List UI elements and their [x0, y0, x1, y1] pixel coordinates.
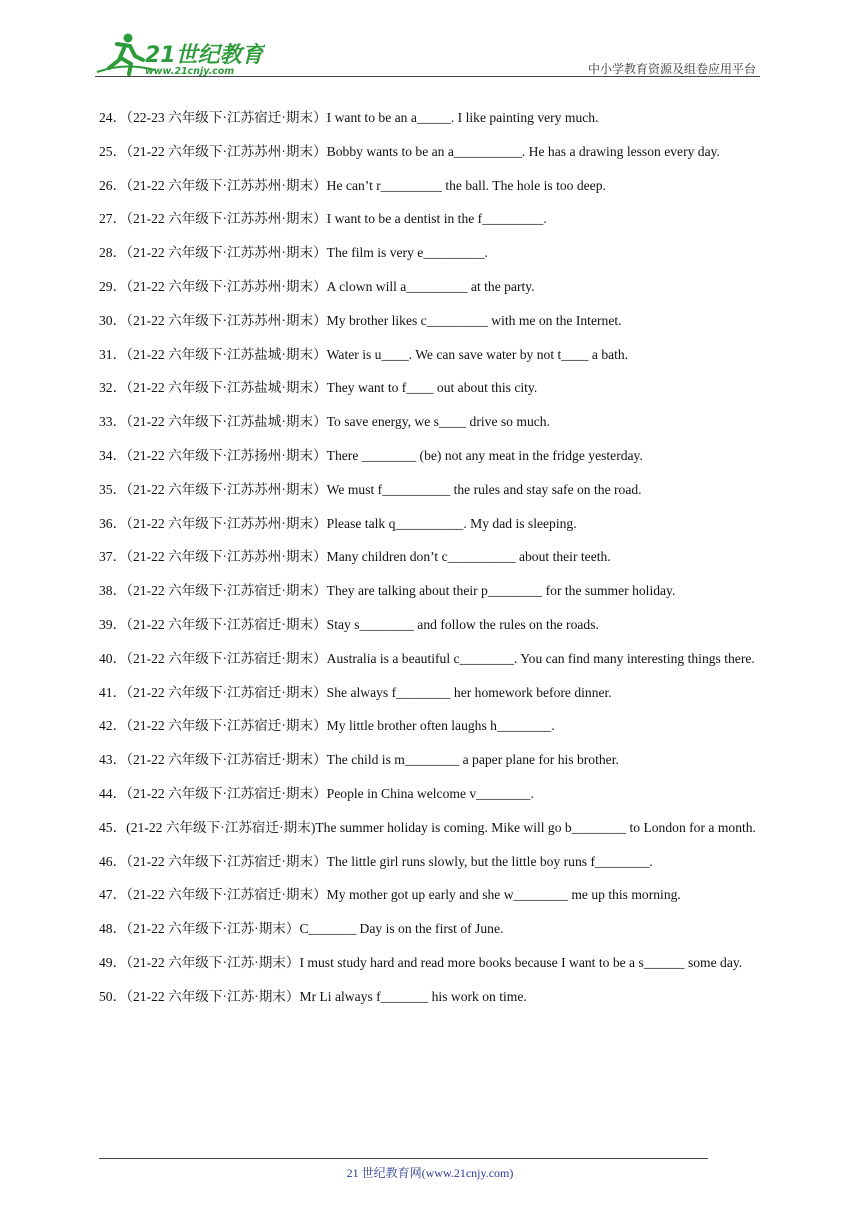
question-item: 48．（21-22 六年级下·江苏·期末）C_______ Day is on the first of June. — [99, 921, 504, 937]
question-item: 49．（21-22 六年级下·江苏·期末）I must study hard and read more books because I want to be a s______ some day. — [99, 954, 743, 970]
header-divider — [95, 76, 760, 77]
question-item: 25．（21-22 六年级下·江苏苏州·期末）Bobby wants to be an a__________. He has a drawing lesson every day. — [99, 143, 720, 159]
question-item: 42．（21-22 六年级下·江苏宿迁·期末）My little brother often laughs h________. — [99, 718, 555, 734]
footer-divider — [99, 1158, 708, 1159]
question-item: 36．（21-22 六年级下·江苏苏州·期末）Please talk q__________. My dad is sleeping. — [99, 515, 577, 531]
question-item: 29．（21-22 六年级下·江苏苏州·期末）A clown will a_________ at the party. — [99, 278, 535, 294]
footer-text: 21 世纪教育网(www.21cnjy.com) — [346, 1166, 514, 1180]
question-item: 45．(21-22 六年级下·江苏宿迁·期末)The summer holiday is coming. Mike will go b________ to London for a month. — [99, 819, 756, 835]
question-list — [99, 101, 761, 1014]
question-item: 38．（21-22 六年级下·江苏宿迁·期末）They are talking about their p________ for the summer holiday. — [99, 583, 676, 599]
question-item: 50．（21-22 六年级下·江苏·期末）Mr Li always f_______ his work on time. — [99, 988, 527, 1004]
question-item: 31．（21-22 六年级下·江苏盐城·期末）Water is u____. We can save water by not t____ a bath. — [99, 346, 629, 362]
question-item: 40．（21-22 六年级下·江苏宿迁·期末）Australia is a beautiful c________. You can find many interesting things there. — [99, 650, 755, 666]
question-item: 32．（21-22 六年级下·江苏盐城·期末）They want to f____ out about this city. — [99, 380, 538, 396]
logo-text: 21世纪教育 — [145, 43, 264, 68]
question-item: 43．（21-22 六年级下·江苏宿迁·期末）The child is m________ a paper plane for his brother. — [99, 752, 619, 768]
logo-url: www.21cnjy.com — [145, 66, 235, 76]
question-item: 33．（21-22 六年级下·江苏盐城·期末）To save energy, we s____ drive so much. — [99, 414, 550, 430]
question-item: 41．（21-22 六年级下·江苏宿迁·期末）She always f________ her homework before dinner. — [99, 684, 612, 700]
question-item: 44．（21-22 六年级下·江苏宿迁·期末）People in China welcome v________. — [99, 785, 534, 801]
question-item: 39．（21-22 六年级下·江苏宿迁·期末）Stay s________ and follow the rules on the roads. — [99, 616, 599, 632]
question-item: 24．（22-23 六年级下·江苏宿迁·期末）I want to be an a_____. I like painting very much. — [99, 110, 599, 125]
question-item: 47．（21-22 六年级下·江苏宿迁·期末）My mother got up early and she w________ me up this morning. — [99, 887, 681, 903]
question-item: 28．（21-22 六年级下·江苏苏州·期末）The film is very e_________. — [99, 245, 488, 261]
page-header — [95, 32, 760, 78]
question-item: 35．（21-22 六年级下·江苏苏州·期末）We must f__________ the rules and stay safe on the road. — [99, 481, 642, 497]
question-item: 37．（21-22 六年级下·江苏苏州·期末）Many children don’t c__________ about their teeth. — [99, 549, 611, 565]
question-item: 46．（21-22 六年级下·江苏宿迁·期末）The little girl runs slowly, but the little boy runs f________. — [99, 853, 653, 869]
question-item: 34．（21-22 六年级下·江苏扬州·期末）There ________ (be) not any meat in the fridge yesterday. — [99, 447, 643, 463]
question-item: 30．（21-22 六年级下·江苏苏州·期末）My brother likes c_________ with me on the Internet. — [99, 312, 622, 328]
question-item: 27．（21-22 六年级下·江苏苏州·期末）I want to be a dentist in the f_________. — [99, 211, 547, 227]
platform-title: 中小学教育资源及组卷应用平台 — [587, 62, 756, 76]
runner-logo-icon — [95, 32, 265, 76]
question-item: 26．（21-22 六年级下·江苏苏州·期末）He can’t r_________ the ball. The hole is too deep. — [99, 177, 606, 193]
